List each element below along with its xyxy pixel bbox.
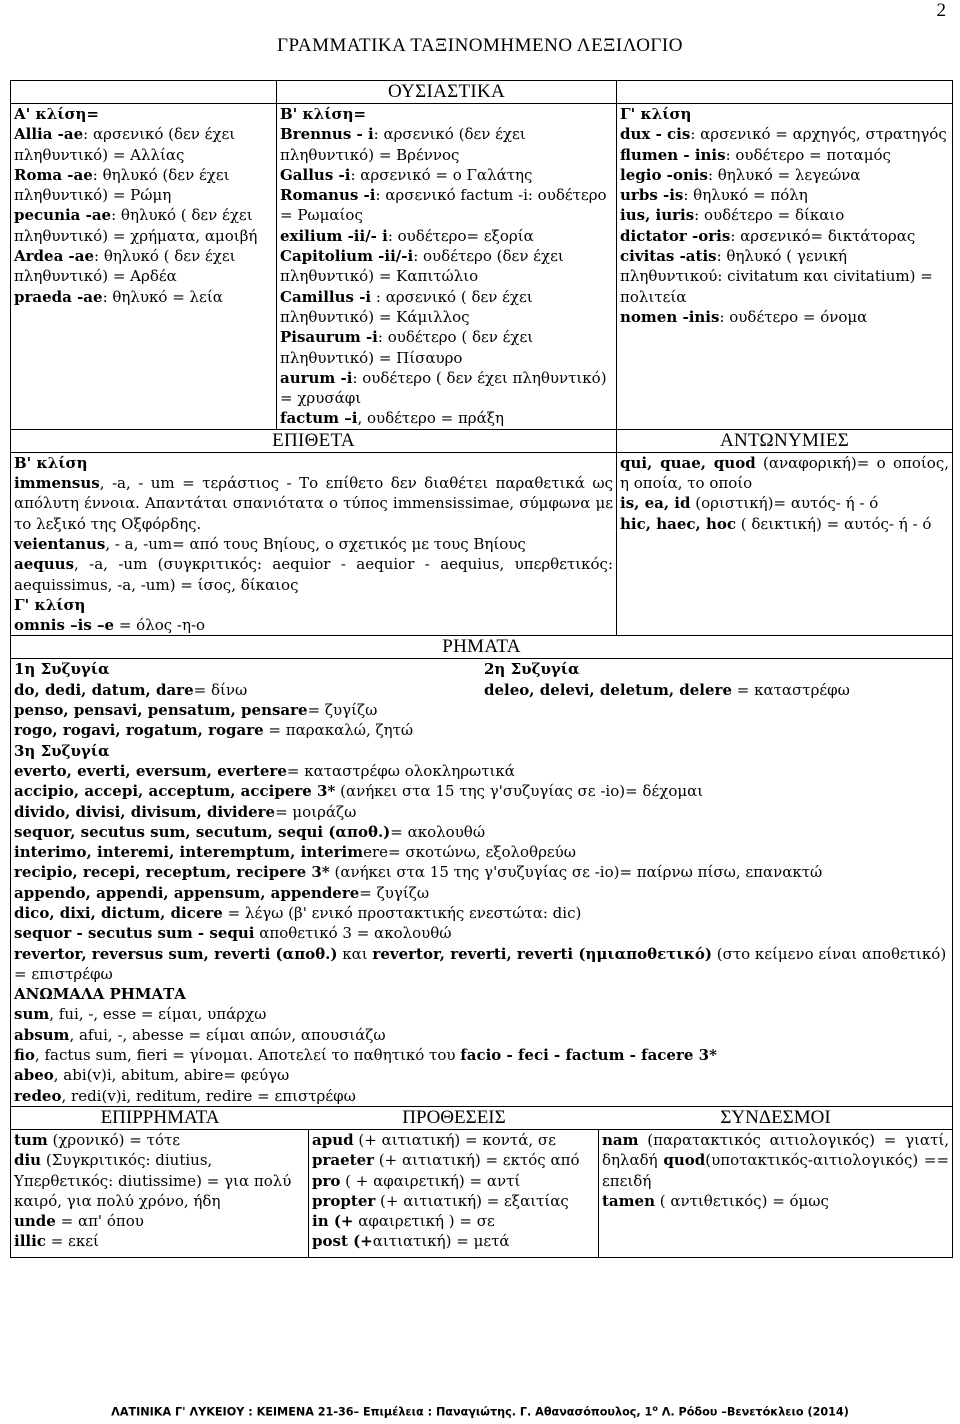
entry-line	[14, 1025, 949, 1045]
bottom-content-row	[11, 1129, 953, 1257]
entry-line	[620, 493, 949, 513]
entry-text: : αρσενικό = αρχηγός, στρατηγός	[690, 125, 947, 144]
adjectives-heading: ΕΠΙΘΕΤΑ	[11, 429, 617, 452]
entry-term: interimo, interemi, interemptum, interim	[14, 843, 364, 862]
entry-text: : ουδέτερο (δεν έχει πληθυντικό) = Καπιτώλιο	[280, 247, 564, 286]
entry-line	[14, 1130, 305, 1150]
entry-term: urbs -is	[620, 186, 684, 205]
entry-text: : θηλυκό (δεν έχει πληθυντικό) = Ρώμη	[14, 165, 230, 205]
noun-list-2	[280, 104, 613, 429]
entry-term: aurum -i	[280, 368, 353, 387]
entry-text: (υποτακτικός-αιτιολογικός) == επειδή	[602, 1151, 950, 1190]
entry-term: Romanus -i	[280, 186, 376, 205]
entry-term: factum –i	[280, 409, 358, 428]
entry-text: = ζυγίζω	[359, 883, 430, 902]
entry-line	[14, 903, 949, 923]
entry-term: unde	[14, 1212, 56, 1231]
entry-line	[14, 1004, 949, 1024]
adverbs-list	[11, 1130, 309, 1257]
document-title: ΓΡΑΜΜΑΤΙΚΑ ΤΑΞΙΝΟΜΗΜΕΝΟ ΛΕΞΙΛΟΓΙΟ	[277, 35, 683, 56]
entry-term: pecunia -ae	[14, 206, 112, 225]
entry-text: (Συγκριτικός: diutius, Υπερθετικός: diutissime) = για πολύ καιρό, για πολύ χρόνο, ήδη	[14, 1151, 292, 1210]
footer-superscript: ο	[652, 1404, 658, 1413]
entry-term: sequor - secutus sum - sequi	[14, 924, 255, 943]
entry-text: = ζυγίζω	[307, 701, 378, 720]
entry-text: ere= σκοτώνω, εξολοθρεύω	[363, 843, 577, 862]
footer-tail: Λ. Ρόδου –Βενετόκλειο (2014)	[657, 1405, 849, 1419]
entry-text: = παρακαλώ, ζητώ	[263, 721, 414, 740]
entry-term: do, dedi, datum, dare	[14, 680, 194, 699]
entry-term: diu	[14, 1151, 42, 1170]
nouns-second-declension	[277, 104, 617, 430]
entry-line	[602, 1191, 949, 1211]
entry-line	[14, 700, 484, 720]
entry-line	[14, 842, 949, 862]
entry-term: Γ' κλίση	[620, 105, 692, 123]
entry-line	[280, 124, 613, 165]
entry-term: tamen	[602, 1191, 655, 1210]
entry-text: : θηλυκό = λεγεώνα	[707, 165, 861, 184]
entry-term: praeda -ae	[14, 287, 103, 306]
entry-term: praeter	[312, 1151, 375, 1170]
entry-text: και	[337, 944, 373, 963]
entry-line	[312, 1231, 595, 1251]
entry-line	[620, 124, 949, 144]
entry-line	[14, 720, 484, 740]
entry-line	[280, 226, 613, 246]
entry-text: , fui, -, esse = είμαι, υπάρχω	[49, 1005, 267, 1024]
entry-line	[14, 554, 613, 595]
entry-term: Gallus -i	[280, 165, 351, 184]
entry-line	[280, 368, 613, 409]
entry-term: illic	[14, 1232, 46, 1251]
entry-term: pro	[312, 1171, 341, 1190]
first-conjugation	[14, 659, 484, 740]
entry-line	[602, 1130, 949, 1191]
entry-line	[14, 680, 484, 700]
adverbs-heading: ΕΠΙΡΡΗΜΑΤΑ	[100, 1106, 220, 1128]
entry-text: (αναφορική)= ο οποίος, η οποία, το οποίο	[620, 453, 950, 493]
entry-term: tum	[14, 1130, 48, 1149]
entry-text: αποθετικό 3 = ακολουθώ	[254, 924, 452, 943]
entry-text: (ανήκει στα 15 της γ'συζυγίας σε -io)= δέχομαι	[335, 782, 704, 801]
entry-text: = μοιράζω	[275, 802, 357, 821]
conjunctions-heading: ΣΥΝΔΕΣΜΟΙ	[720, 1106, 831, 1128]
page-footer	[0, 1404, 960, 1419]
conjunctions-list	[599, 1130, 952, 1257]
second-conjugation-title: 2η Συζυγία	[484, 660, 580, 679]
verbs-first-second	[14, 659, 949, 740]
entry-term: Pisaurum -i	[280, 328, 378, 347]
nouns-third-declension	[617, 104, 953, 430]
entry-line	[620, 514, 949, 534]
entry-line	[620, 246, 949, 307]
entry-term: Allia -ae	[14, 125, 84, 144]
pronouns-heading: ΑΝΤΩΝΥΜΙΕΣ	[617, 429, 953, 452]
entry-line	[280, 327, 613, 368]
entry-line	[14, 205, 273, 246]
nouns-spacer-right	[617, 81, 953, 104]
bottom-headings-row	[11, 1106, 953, 1129]
verbs-cell	[11, 659, 953, 1107]
entry-text: ( + αφαιρετική) = αντί	[340, 1171, 521, 1190]
entry-line	[14, 1150, 305, 1211]
entry-line	[280, 246, 613, 287]
entry-text: (στο κείμενο είναι αποθετικό) = επιστρέφω	[14, 944, 947, 983]
entry-text: : αρσενικό = ο Γαλάτης	[350, 165, 533, 184]
entry-term: Γ' κλίση	[14, 595, 86, 614]
entry-term: dictator -oris	[620, 226, 731, 245]
entry-line	[14, 104, 273, 124]
entry-line	[620, 205, 949, 225]
entry-line	[14, 1231, 305, 1251]
entry-line	[14, 165, 273, 206]
entry-text: : θηλυκό = λεία	[102, 287, 223, 306]
entry-line	[14, 1086, 949, 1106]
entry-line	[484, 680, 949, 700]
prepositions-heading: ΠΡΟΘΕΣΕΙΣ	[402, 1106, 506, 1128]
entry-term: Α' κλίση=	[14, 105, 100, 123]
entry-text: (+ αιτιατική) = εκτός από	[374, 1151, 580, 1170]
entry-term: redeo	[14, 1086, 62, 1105]
entry-line	[14, 944, 949, 985]
entry-term: Β' κλίση	[14, 453, 88, 472]
entry-line	[14, 246, 273, 287]
second-conjugation-list	[484, 680, 949, 700]
entry-line	[312, 1150, 595, 1170]
entry-term: revertor, reversus sum, reverti (αποθ.)	[14, 944, 338, 963]
verbs-heading: ΡΗΜΑΤΑ	[11, 636, 953, 659]
entry-term: nam	[602, 1130, 639, 1149]
adjective-list	[14, 453, 613, 636]
entry-text: (+ αιτιατική) = κοντά, σε	[353, 1130, 556, 1149]
entry-term: deleo, delevi, deletum, delere	[484, 680, 732, 699]
entry-term: civitas -atis	[620, 247, 717, 266]
entry-text: αφαιρετική ) = σε	[353, 1212, 495, 1231]
entry-text: (+ αιτιατική) = εξαιτίας	[375, 1191, 569, 1210]
entry-term: everto, everti, eversum, evertere	[14, 761, 287, 780]
entry-text: , -a, - um = τεράστιος - Το επίθετο δεν διαθέτει παραθετικά ως απόλυτη έννοια. Απαντάται σπανιότατα ο τύπος immensissimae, σύμφωνα με το λεξικό της Οξφόρδης.	[14, 474, 614, 533]
entry-line	[312, 1191, 595, 1211]
entry-term: Roma -ae	[14, 165, 93, 184]
entry-term: appendo, appendi, appensum, appendere	[14, 883, 360, 902]
entry-line	[620, 226, 949, 246]
third-conjugation-title: 3η Συζυγία	[14, 741, 110, 760]
entry-term: in (+	[312, 1212, 354, 1231]
noun-list-1	[14, 104, 273, 307]
entry-term: sum	[14, 1005, 50, 1024]
entry-text: : ουδέτερο = ποταμός	[725, 145, 891, 164]
entry-term: divido, divisi, divisum, dividere	[14, 802, 276, 821]
entry-term: qui, quae, quod	[620, 453, 756, 472]
entry-term: nomen -inis	[620, 307, 720, 326]
footer-text: ΛΑΤΙΝΙΚΑ Γ' ΛΥΚΕΙΟΥ : ΚΕΙΜΕΝΑ 21-36– Επιμέλεια : Παναγιώτης. Γ. Αθανασόπουλος, 1	[111, 1405, 653, 1419]
entry-line	[14, 883, 949, 903]
irregular-verbs-list	[14, 1004, 949, 1105]
nouns-heading: ΟΥΣΙΑΣΤΙΚΑ	[277, 81, 617, 104]
entry-text: : αρσενικό (δεν έχει πληθυντικό) = Βρέννος	[280, 125, 526, 164]
entry-line	[280, 104, 613, 124]
adjectives-cell	[11, 452, 617, 636]
entry-text: , factus sum, fieri = γίνομαι. Αποτελεί το παθητικό του	[34, 1046, 461, 1065]
pronouns-cell	[617, 452, 953, 636]
entry-term: Camillus -i	[280, 287, 372, 306]
entry-text: : θηλυκό ( δεν έχει πληθυντικό) = χρήματα, αμοιβή	[14, 206, 258, 245]
entry-term: dux - cis	[620, 125, 691, 144]
entry-text: = εκεί	[45, 1232, 99, 1251]
entry-term: dico, dixi, dictum, dicere	[14, 903, 223, 922]
entry-term: absum	[14, 1025, 70, 1044]
entry-term: accipio, accepi, acceptum, accipere 3*	[14, 782, 336, 801]
entry-text: ( αντιθετικός) = όμως	[654, 1191, 829, 1210]
entry-text: , -a, -um (συγκριτικός: aequior - aequior - aequius, υπερθετικός: aequissimus, -a, -um) = ίσος, δίκαιος	[14, 555, 614, 594]
entry-text: : ουδέτερο ( δεν έχει πληθυντικό) = Πίσαυρο	[280, 328, 534, 367]
entry-term: immensus	[14, 474, 100, 493]
entry-text: = δίνω	[193, 680, 248, 699]
entry-line	[14, 802, 949, 822]
entry-line	[620, 165, 949, 185]
entry-line	[312, 1130, 595, 1150]
entry-line	[14, 1211, 305, 1231]
entry-text: : ουδέτερο ( δεν έχει πληθυντικό) = χρυσάφι	[280, 368, 607, 408]
entry-text: , redi(v)i, reditum, redire = επιστρέφω	[61, 1086, 356, 1105]
entry-term: recipio, recepi, receptum, recipere 3*	[14, 863, 330, 882]
entry-text: , abi(v)i, abitum, abire= φεύγω	[53, 1066, 290, 1085]
bottom-headings	[11, 1107, 952, 1129]
entry-text: : ουδέτερο = όνομα	[719, 307, 868, 326]
entry-line	[620, 307, 949, 327]
entry-term: Capitolium -ii/-i	[280, 247, 414, 266]
entry-text: (χρονικό) = τότε	[47, 1130, 181, 1149]
first-conjugation-list	[14, 680, 484, 741]
page-number: 2	[936, 0, 946, 21]
entry-line	[14, 453, 613, 473]
bottom-content	[11, 1130, 952, 1257]
entry-text: , ουδέτερο = πράξη	[357, 409, 505, 428]
entry-text: = λέγω (β' ενικό προστακτικής ενεστώτα: dic)	[222, 903, 582, 922]
entry-text: = όλος -η-ο	[114, 616, 206, 635]
vocabulary-table	[10, 80, 953, 1258]
entry-text: , - a, -um= από τους Βηίους, ο σχετικός με τους Βηίους	[105, 534, 526, 553]
entry-text: = ακολουθώ	[390, 822, 486, 841]
nouns-first-declension	[11, 104, 277, 430]
entry-text: : θηλυκό ( δεν έχει πληθυντικό) = Αρδέα	[14, 247, 236, 286]
entry-term: penso, pensavi, pensatum, pensare	[14, 701, 308, 720]
entry-term: aequus	[14, 555, 75, 574]
entry-text: : αρσενικό (δεν έχει πληθυντικό) = Αλλίας	[14, 125, 236, 164]
entry-text: = καταστρέφω	[732, 680, 850, 699]
entry-line	[14, 615, 613, 635]
entry-text: = καταστρέφω ολοκληρωτικά	[286, 761, 515, 780]
entry-term: revertor, reverti, reverti (ημιαποθετικό)	[372, 944, 712, 963]
entry-term: propter	[312, 1191, 376, 1210]
entry-term: veientanus	[14, 534, 106, 553]
entry-line	[312, 1211, 595, 1231]
prepositions-list	[309, 1130, 599, 1257]
entry-line	[14, 862, 949, 882]
entry-text: αιτιατική) = μετά	[372, 1232, 510, 1251]
entry-term: legio -onis	[620, 165, 708, 184]
first-conjugation-title: 1η Συζυγία	[14, 660, 110, 679]
entry-line	[14, 473, 613, 534]
entry-term: abeo	[14, 1066, 54, 1085]
entry-line	[14, 534, 613, 554]
entry-line	[14, 822, 949, 842]
entry-text: (παρατακτικός αιτιολογικός) = γιατί, δηλαδή	[602, 1130, 950, 1170]
entry-text: (ανήκει στα 15 της γ'συζυγίας σε -io)= παίρνω πίσω, επανακτώ	[329, 863, 823, 882]
entry-text: = απ' όπου	[55, 1212, 144, 1231]
third-conjugation-list	[14, 761, 949, 984]
entry-text: , afui, -, abesse = είμαι απών, απουσιάζω	[69, 1025, 386, 1044]
entry-term: omnis –is –e	[14, 616, 115, 635]
entry-line	[14, 595, 613, 615]
entry-term: Β' κλίση=	[280, 105, 367, 123]
nouns-spacer	[11, 81, 277, 104]
entry-line	[280, 408, 613, 428]
entry-line	[280, 287, 613, 328]
entry-line	[620, 145, 949, 165]
entry-line	[620, 185, 949, 205]
entry-text: : αρσενικό= δικτάτορας	[730, 226, 916, 245]
entry-text: (οριστική)= αυτός- ή - ό	[690, 494, 879, 513]
entry-line	[14, 1045, 949, 1065]
entry-text: : αρσενικό ( δεν έχει πληθυντικό) = Κάμιλλος	[280, 287, 533, 326]
entry-line	[620, 453, 949, 494]
entry-line	[14, 781, 949, 801]
entry-line	[14, 124, 273, 165]
entry-line	[280, 165, 613, 185]
entry-term: ius, iuris	[620, 206, 695, 225]
entry-term: facio - feci - factum - facere 3*	[460, 1046, 717, 1065]
entry-term: Brennus - i	[280, 125, 374, 144]
pronoun-list	[620, 453, 949, 534]
entry-term: Ardea -ae	[14, 247, 95, 266]
entry-text: : ουδέτερο = δίκαιο	[694, 206, 845, 225]
entry-term: post (+	[312, 1232, 373, 1251]
entry-line	[280, 185, 613, 226]
entry-term: exilium -ii/- i	[280, 226, 388, 245]
entry-text: ( δεικτική) = αυτός- ή - ό	[736, 514, 932, 533]
entry-term: fio	[14, 1046, 35, 1065]
entry-line	[620, 104, 949, 124]
entry-term: rogo, rogavi, rogatum, rogare	[14, 721, 264, 740]
entry-line	[14, 761, 949, 781]
entry-line	[14, 923, 949, 943]
entry-term: hic, haec, hoc	[620, 514, 736, 533]
entry-term: flumen - inis	[620, 145, 726, 164]
second-conjugation	[484, 659, 949, 740]
entry-term: sequor, secutus sum, secutum, sequi (αποθ.)	[14, 822, 391, 841]
entry-text: : ουδέτερο= εξορία	[387, 226, 534, 245]
entry-term: is, ea, id	[620, 494, 691, 513]
entry-line	[14, 1065, 949, 1085]
irregular-verbs-title: ΑΝΩΜΑΛΑ ΡΗΜΑΤΑ	[14, 985, 186, 1004]
entry-text: : θηλυκό = πόλη	[683, 186, 808, 205]
entry-text: : θηλυκό ( γενική πληθυντικού: civitatum και civitatium) = πολιτεία	[620, 247, 933, 306]
noun-list-3	[620, 104, 949, 327]
entry-term: quod	[663, 1151, 706, 1170]
entry-text: : αρσενικό factum -i: ουδέτερο = Ρωμαίος	[280, 186, 607, 225]
entry-line	[312, 1171, 595, 1191]
entry-line	[14, 287, 273, 307]
entry-term: apud	[312, 1130, 354, 1149]
